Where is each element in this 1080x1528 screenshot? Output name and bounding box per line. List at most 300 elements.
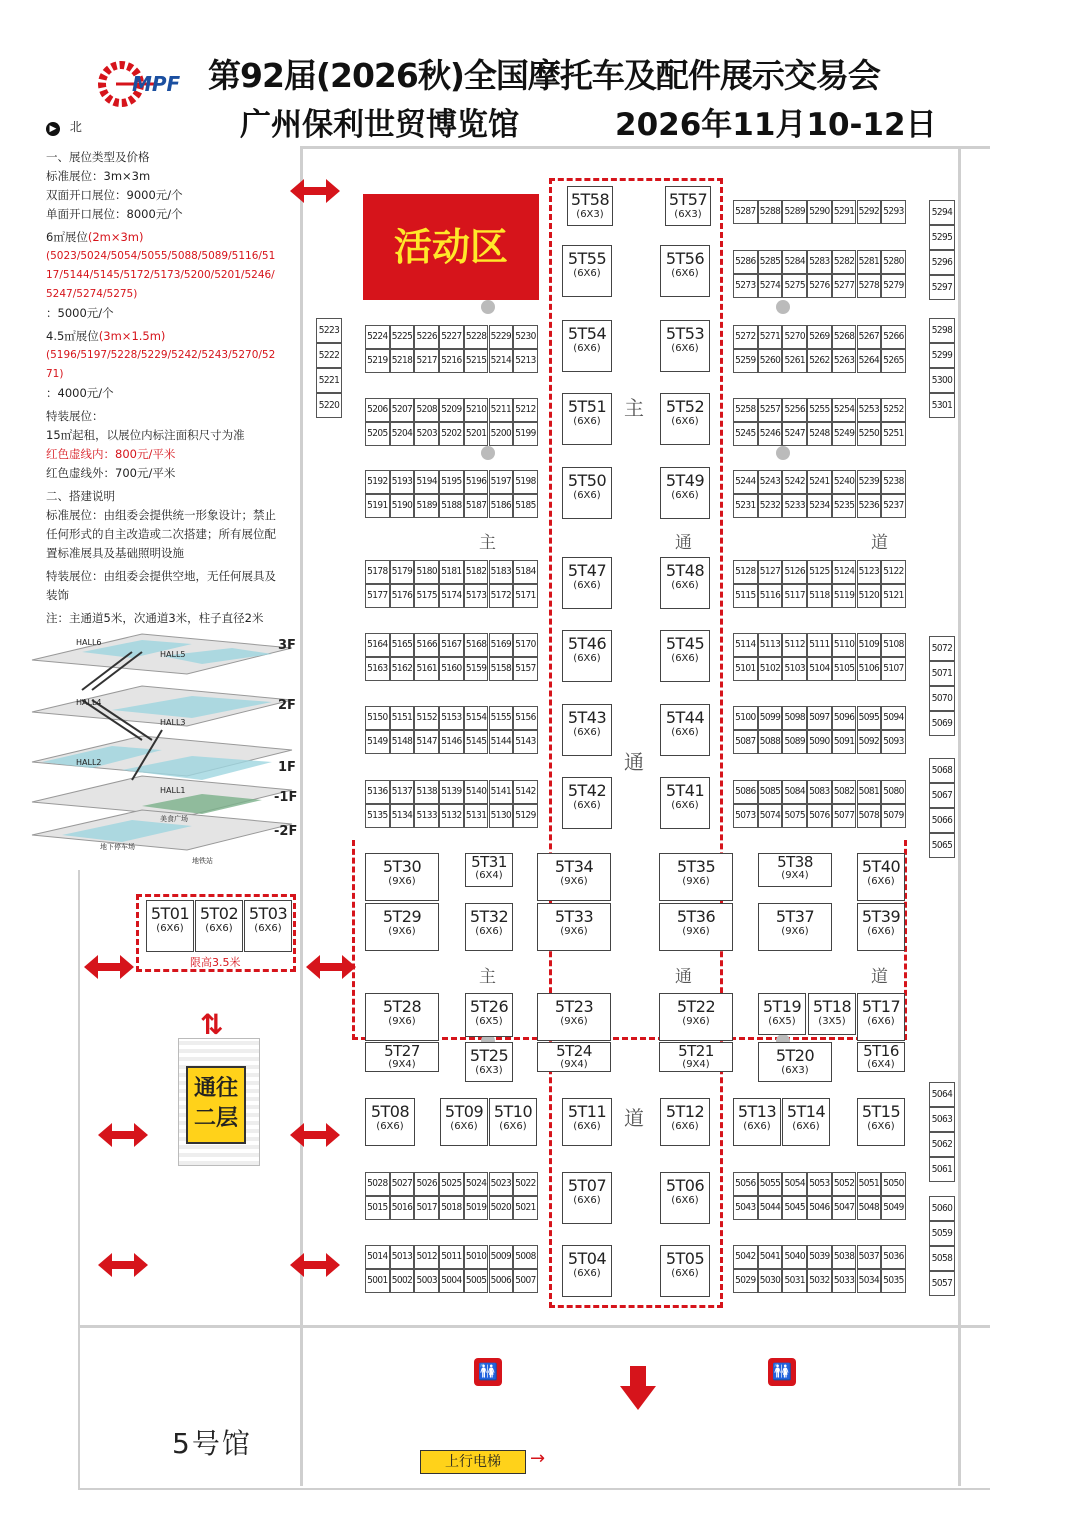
booth-5040[interactable]: 5040: [782, 1245, 807, 1269]
booth-5193[interactable]: 5193: [390, 470, 415, 494]
booth-5160[interactable]: 5160: [439, 657, 464, 681]
booth-5T54[interactable]: [562, 320, 612, 372]
booth-5T13[interactable]: [733, 1098, 781, 1146]
booth-5089[interactable]: 5089: [782, 730, 807, 754]
booth-5216[interactable]: 5216: [439, 349, 464, 373]
booth-5001[interactable]: 5001: [365, 1269, 390, 1293]
booth-5T56[interactable]: [660, 245, 710, 297]
booth-5013[interactable]: 5013: [390, 1245, 415, 1269]
booth-5130[interactable]: 5130: [489, 804, 514, 828]
booth-5167[interactable]: 5167: [439, 633, 464, 657]
booth-5196[interactable]: 5196: [464, 470, 489, 494]
booth-5T34[interactable]: [537, 853, 611, 901]
booth-5280[interactable]: 5280: [881, 250, 906, 274]
booth-5230[interactable]: 5230: [513, 325, 538, 349]
booth-5142[interactable]: 5142: [513, 780, 538, 804]
booth-5139[interactable]: 5139: [439, 780, 464, 804]
booth-5191[interactable]: 5191: [365, 494, 390, 518]
booth-5270[interactable]: 5270: [782, 325, 807, 349]
booth-5120[interactable]: 5120: [857, 584, 882, 608]
booth-5087[interactable]: 5087: [733, 730, 758, 754]
booth-5248[interactable]: 5248: [807, 422, 832, 446]
booth-5039[interactable]: 5039: [807, 1245, 832, 1269]
booth-5192[interactable]: 5192: [365, 470, 390, 494]
booth-5003[interactable]: 5003: [414, 1269, 439, 1293]
booth-5200[interactable]: 5200: [489, 422, 514, 446]
booth-5078[interactable]: 5078: [857, 804, 882, 828]
booth-5108[interactable]: 5108: [881, 633, 906, 657]
booth-5143[interactable]: 5143: [513, 730, 538, 754]
booth-5093[interactable]: 5093: [881, 730, 906, 754]
booth-5012[interactable]: 5012: [414, 1245, 439, 1269]
booth-5050[interactable]: 5050: [881, 1172, 906, 1196]
booth-5133[interactable]: 5133: [414, 804, 439, 828]
booth-5038[interactable]: 5038: [832, 1245, 857, 1269]
up-escalator-sign[interactable]: [420, 1450, 526, 1474]
booth-5T10[interactable]: [489, 1098, 537, 1146]
booth-5036[interactable]: 5036: [881, 1245, 906, 1269]
booth-5244[interactable]: 5244: [733, 470, 758, 494]
booth-5258[interactable]: 5258: [733, 398, 758, 422]
booth-5002[interactable]: 5002: [390, 1269, 415, 1293]
booth-5277[interactable]: 5277: [832, 274, 857, 298]
booth-5253[interactable]: 5253: [857, 398, 882, 422]
booth-5145[interactable]: 5145: [464, 730, 489, 754]
booth-5254[interactable]: 5254: [832, 398, 857, 422]
booth-5234[interactable]: 5234: [807, 494, 832, 518]
booth-5022[interactable]: 5022: [513, 1172, 538, 1196]
booth-5034[interactable]: 5034: [857, 1269, 882, 1293]
booth-5141[interactable]: 5141: [489, 780, 514, 804]
booth-5210[interactable]: 5210: [464, 398, 489, 422]
booth-5236[interactable]: 5236: [857, 494, 882, 518]
booth-5195[interactable]: 5195: [439, 470, 464, 494]
booth-5182[interactable]: 5182: [464, 560, 489, 584]
booth-5T04[interactable]: [562, 1245, 612, 1297]
booth-5293[interactable]: 5293: [881, 200, 906, 224]
booth-5123[interactable]: 5123: [857, 560, 882, 584]
booth-5273[interactable]: 5273: [733, 274, 758, 298]
booth-5229[interactable]: 5229: [489, 325, 514, 349]
booth-5T30[interactable]: [365, 853, 439, 901]
booth-5T55[interactable]: [562, 245, 612, 297]
booth-5068[interactable]: 5068: [929, 758, 955, 783]
booth-5106[interactable]: 5106: [857, 657, 882, 681]
booth-5099[interactable]: 5099: [758, 706, 783, 730]
booth-5T09[interactable]: [440, 1098, 488, 1146]
booth-5211[interactable]: 5211: [489, 398, 514, 422]
booth-5T35[interactable]: [659, 853, 733, 901]
booth-5181[interactable]: 5181: [439, 560, 464, 584]
booth-5176[interactable]: 5176: [390, 584, 415, 608]
booth-5046[interactable]: 5046: [807, 1196, 832, 1220]
booth-5175[interactable]: 5175: [414, 584, 439, 608]
booth-5112[interactable]: 5112: [782, 633, 807, 657]
booth-5033[interactable]: 5033: [832, 1269, 857, 1293]
booth-5T27[interactable]: [365, 1042, 439, 1072]
booth-5T23[interactable]: [537, 993, 611, 1041]
booth-5221[interactable]: 5221: [316, 368, 342, 393]
booth-5107[interactable]: 5107: [881, 657, 906, 681]
booth-5215[interactable]: 5215: [464, 349, 489, 373]
booth-5131[interactable]: 5131: [464, 804, 489, 828]
booth-5178[interactable]: 5178: [365, 560, 390, 584]
booth-5097[interactable]: 5097: [807, 706, 832, 730]
booth-5147[interactable]: 5147: [414, 730, 439, 754]
booth-5159[interactable]: 5159: [464, 657, 489, 681]
booth-5249[interactable]: 5249: [832, 422, 857, 446]
booth-5161[interactable]: 5161: [414, 657, 439, 681]
booth-5091[interactable]: 5091: [832, 730, 857, 754]
booth-5158[interactable]: 5158: [489, 657, 514, 681]
booth-5T36[interactable]: [659, 903, 733, 951]
booth-5014[interactable]: 5014: [365, 1245, 390, 1269]
booth-5090[interactable]: 5090: [807, 730, 832, 754]
booth-5232[interactable]: 5232: [758, 494, 783, 518]
booth-5T22[interactable]: [659, 993, 733, 1041]
booth-5269[interactable]: 5269: [807, 325, 832, 349]
booth-5207[interactable]: 5207: [390, 398, 415, 422]
booth-5170[interactable]: 5170: [513, 633, 538, 657]
booth-5219[interactable]: 5219: [365, 349, 390, 373]
booth-5140[interactable]: 5140: [464, 780, 489, 804]
booth-5226[interactable]: 5226: [414, 325, 439, 349]
booth-5301[interactable]: 5301: [929, 393, 955, 418]
booth-5T21[interactable]: [659, 1042, 733, 1072]
booth-5235[interactable]: 5235: [832, 494, 857, 518]
booth-5T50[interactable]: [562, 467, 612, 519]
booth-5298[interactable]: 5298: [929, 318, 955, 343]
booth-5T57[interactable]: [665, 186, 711, 226]
booth-5135[interactable]: 5135: [365, 804, 390, 828]
booth-5279[interactable]: 5279: [881, 274, 906, 298]
booth-5116[interactable]: 5116: [758, 584, 783, 608]
booth-5164[interactable]: 5164: [365, 633, 390, 657]
booth-5008[interactable]: 5008: [513, 1245, 538, 1269]
booth-5072[interactable]: 5072: [929, 636, 955, 661]
booth-5295[interactable]: 5295: [929, 225, 955, 250]
booth-5011[interactable]: 5011: [439, 1245, 464, 1269]
to-second-floor-sign[interactable]: [186, 1066, 246, 1144]
booth-5197[interactable]: 5197: [489, 470, 514, 494]
booth-5127[interactable]: 5127: [758, 560, 783, 584]
booth-5T37[interactable]: [758, 903, 832, 951]
booth-5144[interactable]: 5144: [489, 730, 514, 754]
booth-5256[interactable]: 5256: [782, 398, 807, 422]
booth-5233[interactable]: 5233: [782, 494, 807, 518]
booth-5113[interactable]: 5113: [758, 633, 783, 657]
booth-5054[interactable]: 5054: [782, 1172, 807, 1196]
booth-5084[interactable]: 5084: [782, 780, 807, 804]
booth-5136[interactable]: 5136: [365, 780, 390, 804]
booth-5278[interactable]: 5278: [857, 274, 882, 298]
booth-5148[interactable]: 5148: [390, 730, 415, 754]
booth-5188[interactable]: 5188: [439, 494, 464, 518]
booth-5165[interactable]: 5165: [390, 633, 415, 657]
booth-5T43[interactable]: [562, 704, 612, 756]
booth-5227[interactable]: 5227: [439, 325, 464, 349]
booth-5184[interactable]: 5184: [513, 560, 538, 584]
booth-5237[interactable]: 5237: [881, 494, 906, 518]
booth-5T06[interactable]: [660, 1172, 710, 1224]
booth-5169[interactable]: 5169: [489, 633, 514, 657]
booth-5031[interactable]: 5031: [782, 1269, 807, 1293]
booth-5T45[interactable]: [660, 630, 710, 682]
booth-5117[interactable]: 5117: [782, 584, 807, 608]
booth-5027[interactable]: 5027: [390, 1172, 415, 1196]
booth-5179[interactable]: 5179: [390, 560, 415, 584]
booth-5047[interactable]: 5047: [832, 1196, 857, 1220]
booth-5220[interactable]: 5220: [316, 393, 342, 418]
booth-5255[interactable]: 5255: [807, 398, 832, 422]
booth-5239[interactable]: 5239: [857, 470, 882, 494]
booth-5009[interactable]: 5009: [489, 1245, 514, 1269]
booth-5276[interactable]: 5276: [807, 274, 832, 298]
booth-5048[interactable]: 5048: [857, 1196, 882, 1220]
booth-5128[interactable]: 5128: [733, 560, 758, 584]
booth-5153[interactable]: 5153: [439, 706, 464, 730]
booth-5163[interactable]: 5163: [365, 657, 390, 681]
booth-5052[interactable]: 5052: [832, 1172, 857, 1196]
booth-5102[interactable]: 5102: [758, 657, 783, 681]
booth-5222[interactable]: 5222: [316, 343, 342, 368]
booth-5138[interactable]: 5138: [414, 780, 439, 804]
booth-5266[interactable]: 5266: [881, 325, 906, 349]
booth-5032[interactable]: 5032: [807, 1269, 832, 1293]
booth-5156[interactable]: 5156: [513, 706, 538, 730]
booth-5020[interactable]: 5020: [489, 1196, 514, 1220]
booth-5268[interactable]: 5268: [832, 325, 857, 349]
booth-5261[interactable]: 5261: [782, 349, 807, 373]
booth-5150[interactable]: 5150: [365, 706, 390, 730]
booth-5015[interactable]: 5015: [365, 1196, 390, 1220]
booth-5T28[interactable]: [365, 993, 439, 1041]
booth-5T47[interactable]: [562, 557, 612, 609]
booth-5006[interactable]: 5006: [489, 1269, 514, 1293]
booth-5250[interactable]: 5250: [857, 422, 882, 446]
booth-5151[interactable]: 5151: [390, 706, 415, 730]
booth-5137[interactable]: 5137: [390, 780, 415, 804]
booth-5299[interactable]: 5299: [929, 343, 955, 368]
booth-5183[interactable]: 5183: [489, 560, 514, 584]
booth-5218[interactable]: 5218: [390, 349, 415, 373]
booth-5T01[interactable]: [146, 900, 194, 952]
booth-5157[interactable]: 5157: [513, 657, 538, 681]
booth-5251[interactable]: 5251: [881, 422, 906, 446]
booth-5044[interactable]: 5044: [758, 1196, 783, 1220]
booth-5265[interactable]: 5265: [881, 349, 906, 373]
booth-5262[interactable]: 5262: [807, 349, 832, 373]
booth-5T24[interactable]: [537, 1042, 611, 1072]
booth-5T08[interactable]: [365, 1098, 415, 1146]
booth-5109[interactable]: 5109: [857, 633, 882, 657]
booth-5005[interactable]: 5005: [464, 1269, 489, 1293]
booth-5238[interactable]: 5238: [881, 470, 906, 494]
booth-5094[interactable]: 5094: [881, 706, 906, 730]
booth-5189[interactable]: 5189: [414, 494, 439, 518]
booth-5007[interactable]: 5007: [513, 1269, 538, 1293]
booth-5111[interactable]: 5111: [807, 633, 832, 657]
booth-5292[interactable]: 5292: [857, 200, 882, 224]
booth-5083[interactable]: 5083: [807, 780, 832, 804]
booth-5024[interactable]: 5024: [464, 1172, 489, 1196]
booth-5206[interactable]: 5206: [365, 398, 390, 422]
booth-5079[interactable]: 5079: [881, 804, 906, 828]
booth-5T07[interactable]: [562, 1172, 612, 1224]
booth-5T39[interactable]: [857, 903, 905, 951]
booth-5194[interactable]: 5194: [414, 470, 439, 494]
booth-5T44[interactable]: [660, 704, 710, 756]
booth-5209[interactable]: 5209: [439, 398, 464, 422]
booth-5224[interactable]: 5224: [365, 325, 390, 349]
booth-5217[interactable]: 5217: [414, 349, 439, 373]
booth-5300[interactable]: 5300: [929, 368, 955, 393]
booth-5296[interactable]: 5296: [929, 250, 955, 275]
booth-5070[interactable]: 5070: [929, 686, 955, 711]
booth-5018[interactable]: 5018: [439, 1196, 464, 1220]
booth-5149[interactable]: 5149: [365, 730, 390, 754]
booth-5285[interactable]: 5285: [758, 250, 783, 274]
booth-5T48[interactable]: [660, 557, 710, 609]
booth-5284[interactable]: 5284: [782, 250, 807, 274]
booth-5T38[interactable]: [758, 853, 832, 887]
booth-5021[interactable]: 5021: [513, 1196, 538, 1220]
booth-5110[interactable]: 5110: [832, 633, 857, 657]
booth-5T17[interactable]: [857, 993, 905, 1041]
booth-5225[interactable]: 5225: [390, 325, 415, 349]
booth-5247[interactable]: 5247: [782, 422, 807, 446]
booth-5213[interactable]: 5213: [513, 349, 538, 373]
booth-5105[interactable]: 5105: [832, 657, 857, 681]
booth-5T58[interactable]: [567, 186, 613, 226]
booth-5257[interactable]: 5257: [758, 398, 783, 422]
booth-5028[interactable]: 5028: [365, 1172, 390, 1196]
booth-5286[interactable]: 5286: [733, 250, 758, 274]
booth-5T40[interactable]: [857, 853, 905, 901]
booth-5T26[interactable]: [465, 993, 513, 1037]
booth-5T20[interactable]: [758, 1042, 832, 1082]
booth-5294[interactable]: 5294: [929, 200, 955, 225]
booth-5203[interactable]: 5203: [414, 422, 439, 446]
booth-5291[interactable]: 5291: [832, 200, 857, 224]
booth-5029[interactable]: 5029: [733, 1269, 758, 1293]
booth-5290[interactable]: 5290: [807, 200, 832, 224]
booth-5146[interactable]: 5146: [439, 730, 464, 754]
booth-5103[interactable]: 5103: [782, 657, 807, 681]
booth-5088[interactable]: 5088: [758, 730, 783, 754]
booth-5180[interactable]: 5180: [414, 560, 439, 584]
booth-5096[interactable]: 5096: [832, 706, 857, 730]
booth-5260[interactable]: 5260: [758, 349, 783, 373]
booth-5281[interactable]: 5281: [857, 250, 882, 274]
booth-5168[interactable]: 5168: [464, 633, 489, 657]
booth-5064[interactable]: 5064: [929, 1082, 955, 1107]
booth-5055[interactable]: 5055: [758, 1172, 783, 1196]
booth-5T33[interactable]: [537, 903, 611, 951]
booth-5T02[interactable]: [195, 900, 243, 952]
booth-5066[interactable]: 5066: [929, 808, 955, 833]
booth-5T46[interactable]: [562, 630, 612, 682]
booth-5100[interactable]: 5100: [733, 706, 758, 730]
booth-5241[interactable]: 5241: [807, 470, 832, 494]
booth-5060[interactable]: 5060: [929, 1196, 955, 1221]
booth-5101[interactable]: 5101: [733, 657, 758, 681]
booth-5061[interactable]: 5061: [929, 1157, 955, 1182]
booth-5245[interactable]: 5245: [733, 422, 758, 446]
booth-5154[interactable]: 5154: [464, 706, 489, 730]
booth-5274[interactable]: 5274: [758, 274, 783, 298]
booth-5017[interactable]: 5017: [414, 1196, 439, 1220]
booth-5T25[interactable]: [465, 1042, 513, 1082]
booth-5075[interactable]: 5075: [782, 804, 807, 828]
booth-5T51[interactable]: [562, 393, 612, 445]
booth-5T05[interactable]: [660, 1245, 710, 1297]
booth-5162[interactable]: 5162: [390, 657, 415, 681]
booth-5283[interactable]: 5283: [807, 250, 832, 274]
booth-5081[interactable]: 5081: [857, 780, 882, 804]
booth-5T16[interactable]: [857, 1042, 905, 1072]
booth-5053[interactable]: 5053: [807, 1172, 832, 1196]
booth-5134[interactable]: 5134: [390, 804, 415, 828]
booth-5025[interactable]: 5025: [439, 1172, 464, 1196]
booth-5199[interactable]: 5199: [513, 422, 538, 446]
booth-5202[interactable]: 5202: [439, 422, 464, 446]
booth-5223[interactable]: 5223: [316, 318, 342, 343]
booth-5077[interactable]: 5077: [832, 804, 857, 828]
booth-5T52[interactable]: [660, 393, 710, 445]
booth-5186[interactable]: 5186: [489, 494, 514, 518]
booth-5019[interactable]: 5019: [464, 1196, 489, 1220]
booth-5051[interactable]: 5051: [857, 1172, 882, 1196]
booth-5121[interactable]: 5121: [881, 584, 906, 608]
booth-5026[interactable]: 5026: [414, 1172, 439, 1196]
booth-5104[interactable]: 5104: [807, 657, 832, 681]
booth-5071[interactable]: 5071: [929, 661, 955, 686]
booth-5062[interactable]: 5062: [929, 1132, 955, 1157]
booth-5T12[interactable]: [660, 1098, 710, 1146]
booth-5063[interactable]: 5063: [929, 1107, 955, 1132]
booth-5125[interactable]: 5125: [807, 560, 832, 584]
booth-5118[interactable]: 5118: [807, 584, 832, 608]
booth-5023[interactable]: 5023: [489, 1172, 514, 1196]
booth-5114[interactable]: 5114: [733, 633, 758, 657]
booth-5069[interactable]: 5069: [929, 711, 955, 736]
booth-5067[interactable]: 5067: [929, 783, 955, 808]
booth-5T41[interactable]: [660, 777, 710, 829]
booth-5074[interactable]: 5074: [758, 804, 783, 828]
booth-5214[interactable]: 5214: [489, 349, 514, 373]
booth-5166[interactable]: 5166: [414, 633, 439, 657]
booth-5T49[interactable]: [660, 467, 710, 519]
booth-5264[interactable]: 5264: [857, 349, 882, 373]
booth-5242[interactable]: 5242: [782, 470, 807, 494]
booth-5152[interactable]: 5152: [414, 706, 439, 730]
booth-5059[interactable]: 5059: [929, 1221, 955, 1246]
booth-5171[interactable]: 5171: [513, 584, 538, 608]
booth-5190[interactable]: 5190: [390, 494, 415, 518]
booth-5095[interactable]: 5095: [857, 706, 882, 730]
booth-5030[interactable]: 5030: [758, 1269, 783, 1293]
booth-5T32[interactable]: [465, 903, 513, 951]
booth-5082[interactable]: 5082: [832, 780, 857, 804]
booth-5086[interactable]: 5086: [733, 780, 758, 804]
booth-5T42[interactable]: [562, 777, 612, 829]
booth-5073[interactable]: 5073: [733, 804, 758, 828]
booth-5049[interactable]: 5049: [881, 1196, 906, 1220]
booth-5129[interactable]: 5129: [513, 804, 538, 828]
booth-5043[interactable]: 5043: [733, 1196, 758, 1220]
booth-5080[interactable]: 5080: [881, 780, 906, 804]
